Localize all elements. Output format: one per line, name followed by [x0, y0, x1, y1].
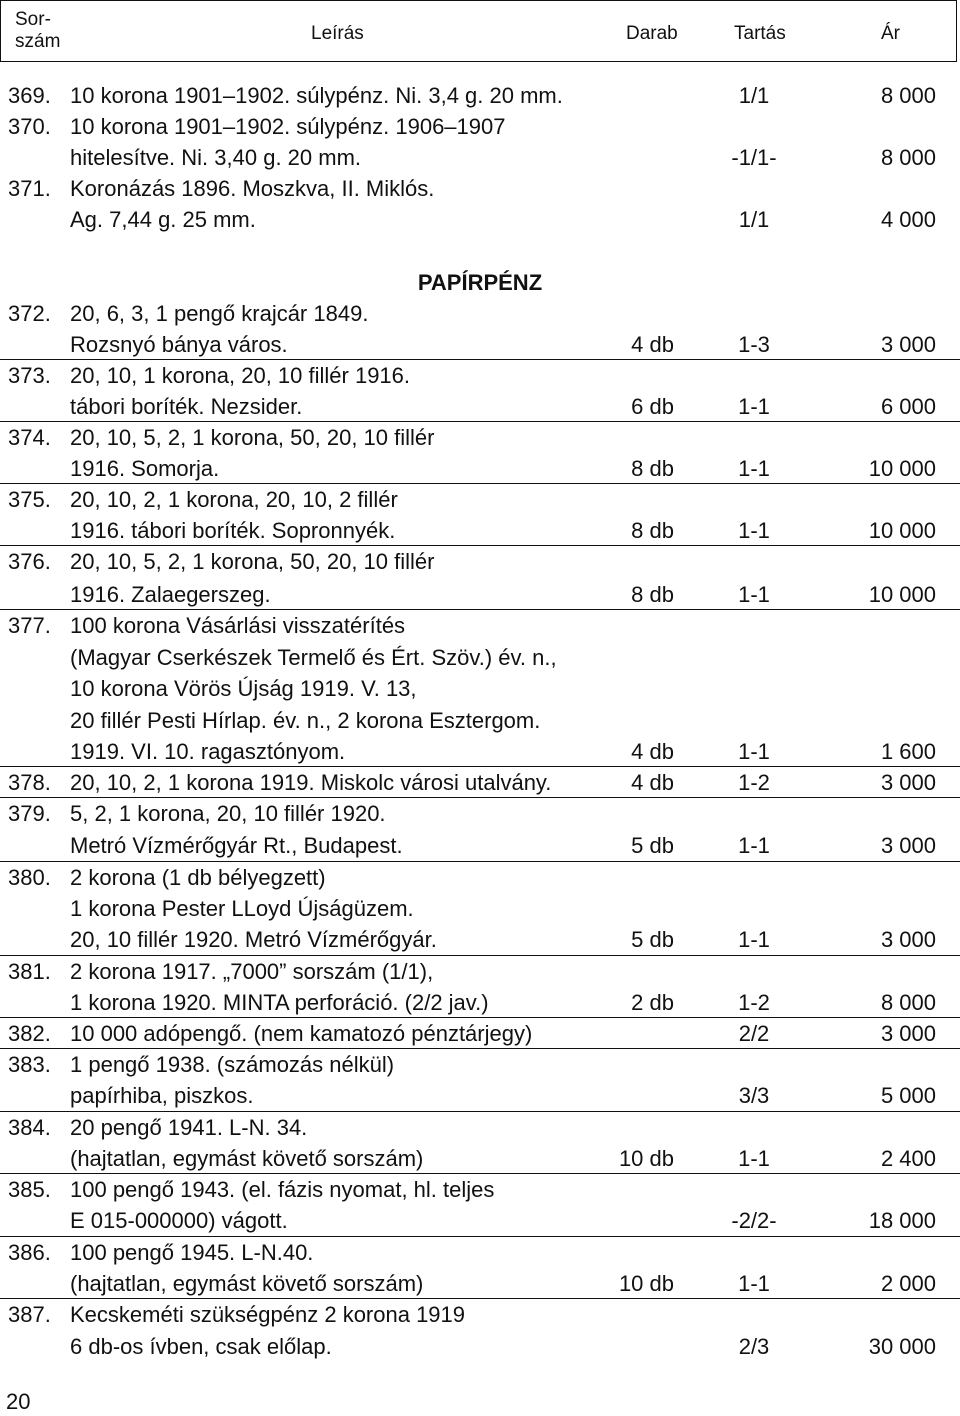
- item-description: 10 000 adópengő. (nem kamatozó pénztárjegy): [70, 1021, 533, 1046]
- item-number: 370.: [8, 114, 51, 139]
- list-item: [0, 642, 960, 673]
- item-price: 8 000: [880, 990, 936, 1015]
- list-item: [0, 1080, 960, 1111]
- item-quantity: 2 db: [631, 990, 674, 1015]
- row-divider: [0, 1173, 960, 1174]
- item-description: 5, 2, 1 korona, 20, 10 fillér 1920.: [70, 801, 386, 826]
- item-description: Koronázás 1896. Moszkva, II. Miklós.: [70, 176, 435, 201]
- item-description: (Magyar Cserkészek Termelő és Ért. Szöv.) év. n.,: [70, 645, 557, 670]
- list-item: [0, 1237, 960, 1268]
- list-item: [0, 484, 960, 515]
- item-condition: 1-2: [738, 990, 770, 1015]
- item-condition: 1-1: [738, 927, 770, 952]
- list-item: [0, 453, 960, 484]
- row-divider: [0, 766, 960, 767]
- row-divider: [0, 955, 960, 956]
- item-price: 4 000: [880, 207, 936, 232]
- item-description: papírhiba, piszkos.: [70, 1083, 254, 1108]
- item-description: (hajtatlan, egymást követő sorszám): [70, 1271, 424, 1296]
- list-item: [0, 1018, 960, 1049]
- item-price: 10 000: [868, 518, 936, 543]
- list-item: [0, 111, 960, 142]
- item-quantity: 4 db: [631, 739, 674, 764]
- item-number: 384.: [8, 1115, 51, 1140]
- list-item: [0, 422, 960, 453]
- item-description: 20, 10, 5, 2, 1 korona, 50, 20, 10 fillér: [70, 549, 435, 574]
- item-number: 371.: [8, 176, 51, 201]
- header-ar: Ár: [881, 23, 900, 44]
- item-description: 6 db-os ívben, csak előlap.: [70, 1334, 332, 1359]
- item-description: 1916. Somorja.: [70, 456, 220, 481]
- item-description: 20, 10, 2, 1 korona, 20, 10, 2 fillér: [70, 487, 398, 512]
- item-description: Rozsnyó bánya város.: [70, 332, 288, 357]
- item-quantity: 4 db: [631, 770, 674, 795]
- item-price: 1 600: [880, 739, 936, 764]
- item-description: 2 korona (1 db bélyegzett): [70, 865, 326, 890]
- list-item: [0, 705, 960, 736]
- item-description: 1916. tábori boríték. Sopronnyék.: [70, 518, 396, 543]
- item-condition: 1-1: [738, 582, 770, 607]
- list-item: [0, 924, 960, 955]
- list-item: [0, 546, 960, 577]
- item-description: 20, 6, 3, 1 pengő krajcár 1849.: [70, 301, 369, 326]
- item-quantity: 4 db: [631, 332, 674, 357]
- item-description: 1 korona Pester LLoyd Újságüzem.: [70, 896, 414, 921]
- row-divider: [0, 1298, 960, 1299]
- list-item: [0, 1268, 960, 1299]
- item-number: 369.: [8, 83, 51, 108]
- item-description: Kecskeméti szükségpénz 2 korona 1919: [70, 1302, 466, 1327]
- list-item: [0, 862, 960, 893]
- item-condition: -1/1-: [731, 145, 777, 170]
- header-sorszam: Sor- szám: [15, 9, 61, 52]
- item-number: 372.: [8, 301, 51, 326]
- header-tartas: Tartás: [734, 23, 786, 44]
- item-number: 373.: [8, 363, 51, 388]
- item-number: 377.: [8, 613, 51, 638]
- item-description: tábori boríték. Nezsider.: [70, 394, 303, 419]
- section-title-text: PAPÍRPÉNZ: [417, 270, 543, 295]
- list-item: [0, 673, 960, 704]
- item-description: hitelesítve. Ni. 3,40 g. 20 mm.: [70, 145, 362, 170]
- row-divider: [0, 545, 960, 546]
- list-item: [0, 80, 960, 111]
- item-price: 8 000: [880, 145, 936, 170]
- list-item: [0, 204, 960, 235]
- row-divider: [0, 1048, 960, 1049]
- item-quantity: 5 db: [631, 927, 674, 952]
- item-number: 376.: [8, 549, 51, 574]
- item-condition: 1-1: [738, 394, 770, 419]
- row-divider: [0, 861, 960, 862]
- item-condition: -2/2-: [731, 1208, 777, 1233]
- item-description: 10 korona 1901–1902. súlypénz. 1906–1907: [70, 114, 506, 139]
- item-price: 30 000: [868, 1334, 936, 1359]
- header-leiras: Leírás: [311, 23, 364, 44]
- item-price: 3 000: [880, 770, 936, 795]
- item-number: 382.: [8, 1021, 51, 1046]
- item-quantity: 10 db: [618, 1146, 674, 1171]
- item-description: 100 pengő 1945. L-N.40.: [70, 1240, 314, 1265]
- item-number: 383.: [8, 1052, 51, 1077]
- item-quantity: 8 db: [631, 456, 674, 481]
- list-item: [0, 1143, 960, 1174]
- item-price: 3 000: [880, 833, 936, 858]
- item-number: 375.: [8, 487, 51, 512]
- item-number: 385.: [8, 1177, 51, 1202]
- item-description: 2 korona 1917. „7000” sorszám (1/1),: [70, 959, 434, 984]
- item-condition: 1-3: [738, 332, 770, 357]
- row-divider: [0, 483, 960, 484]
- row-divider: [0, 797, 960, 798]
- item-condition: 1-2: [738, 770, 770, 795]
- item-description: 20, 10 fillér 1920. Metró Vízmérőgyár.: [70, 927, 437, 952]
- item-condition: 1/1: [738, 207, 770, 232]
- list-item: [0, 329, 960, 360]
- item-description: 1 pengő 1938. (számozás nélkül): [70, 1052, 395, 1077]
- list-item: [0, 1049, 960, 1080]
- item-description: 1 korona 1920. MINTA perforáció. (2/2 jav.): [70, 990, 489, 1015]
- list-item: [0, 893, 960, 924]
- page-number: 20: [6, 1389, 31, 1414]
- list-item: [0, 1331, 960, 1362]
- item-number: 381.: [8, 959, 51, 984]
- header-darab: Darab: [626, 23, 678, 44]
- row-divider: [0, 1017, 960, 1018]
- item-description: E 015-000000) vágott.: [70, 1208, 288, 1233]
- item-condition: 2/3: [738, 1334, 770, 1359]
- list-item: [0, 515, 960, 546]
- item-price: 5 000: [880, 1083, 936, 1108]
- item-number: 387.: [8, 1302, 51, 1327]
- item-price: 3 000: [880, 332, 936, 357]
- item-condition: 1-1: [738, 456, 770, 481]
- item-price: 18 000: [868, 1208, 936, 1233]
- item-condition: 1/1: [738, 83, 770, 108]
- item-number: 378.: [8, 770, 51, 795]
- item-description: Ag. 7,44 g. 25 mm.: [70, 207, 256, 232]
- item-quantity: 8 db: [631, 582, 674, 607]
- item-description: 1916. Zalaegerszeg.: [70, 582, 271, 607]
- item-description: 20, 10, 1 korona, 20, 10 fillér 1916.: [70, 363, 411, 388]
- item-description: Metró Vízmérőgyár Rt., Budapest.: [70, 833, 403, 858]
- item-price: 3 000: [880, 927, 936, 952]
- row-divider: [0, 1111, 960, 1112]
- item-quantity: 6 db: [631, 394, 674, 419]
- list-item: [0, 767, 960, 798]
- section-title: [0, 267, 960, 298]
- item-condition: 3/3: [738, 1083, 770, 1108]
- row-divider: [0, 1236, 960, 1237]
- item-number: 386.: [8, 1240, 51, 1265]
- item-description: 20 fillér Pesti Hírlap. év. n., 2 korona Esztergom.: [70, 708, 541, 733]
- item-price: 2 000: [880, 1271, 936, 1296]
- item-quantity: 10 db: [618, 1271, 674, 1296]
- item-price: 8 000: [880, 83, 936, 108]
- item-description: 100 pengő 1943. (el. fázis nyomat, hl. teljes: [70, 1177, 495, 1202]
- table-header: [0, 0, 957, 62]
- list-item: [0, 298, 960, 329]
- list-item: [0, 360, 960, 391]
- item-description: (hajtatlan, egymást követő sorszám): [70, 1146, 424, 1171]
- item-number: 380.: [8, 865, 51, 890]
- item-number: 374.: [8, 425, 51, 450]
- list-item: [0, 579, 960, 610]
- list-item: [0, 1299, 960, 1330]
- item-description: 1919. VI. 10. ragasztónyom.: [70, 739, 346, 764]
- row-divider: [0, 359, 960, 360]
- list-item: [0, 798, 960, 829]
- item-condition: 1-1: [738, 833, 770, 858]
- list-item: [0, 736, 960, 767]
- item-quantity: 8 db: [631, 518, 674, 543]
- list-item: [0, 1205, 960, 1236]
- list-item: [0, 987, 960, 1018]
- item-condition: 1-1: [738, 739, 770, 764]
- item-condition: 2/2: [738, 1021, 770, 1046]
- list-item: [0, 142, 960, 173]
- item-price: 6 000: [880, 394, 936, 419]
- item-description: 20, 10, 2, 1 korona 1919. Miskolc városi utalvány.: [70, 770, 552, 795]
- item-condition: 1-1: [738, 1271, 770, 1296]
- list-item: [0, 1174, 960, 1205]
- item-price: 10 000: [868, 582, 936, 607]
- item-condition: 1-1: [738, 518, 770, 543]
- item-price: 10 000: [868, 456, 936, 481]
- item-description: 20, 10, 5, 2, 1 korona, 50, 20, 10 fillér: [70, 425, 435, 450]
- item-description: 10 korona Vörös Újság 1919. V. 13,: [70, 676, 417, 701]
- list-item: [0, 391, 960, 422]
- row-divider: [0, 609, 960, 610]
- item-number: 379.: [8, 801, 51, 826]
- item-quantity: 5 db: [631, 833, 674, 858]
- list-item: [0, 610, 960, 641]
- item-condition: 1-1: [738, 1146, 770, 1171]
- row-divider: [0, 421, 960, 422]
- item-description: 20 pengő 1941. L-N. 34.: [70, 1115, 308, 1140]
- list-item: [0, 1112, 960, 1143]
- item-price: 3 000: [880, 1021, 936, 1046]
- item-description: 10 korona 1901–1902. súlypénz. Ni. 3,4 g. 20 mm.: [70, 83, 563, 108]
- item-price: 2 400: [880, 1146, 936, 1171]
- list-item: [0, 830, 960, 861]
- list-item: [0, 956, 960, 987]
- item-description: 100 korona Vásárlási visszatérítés: [70, 613, 406, 638]
- list-item: [0, 173, 960, 204]
